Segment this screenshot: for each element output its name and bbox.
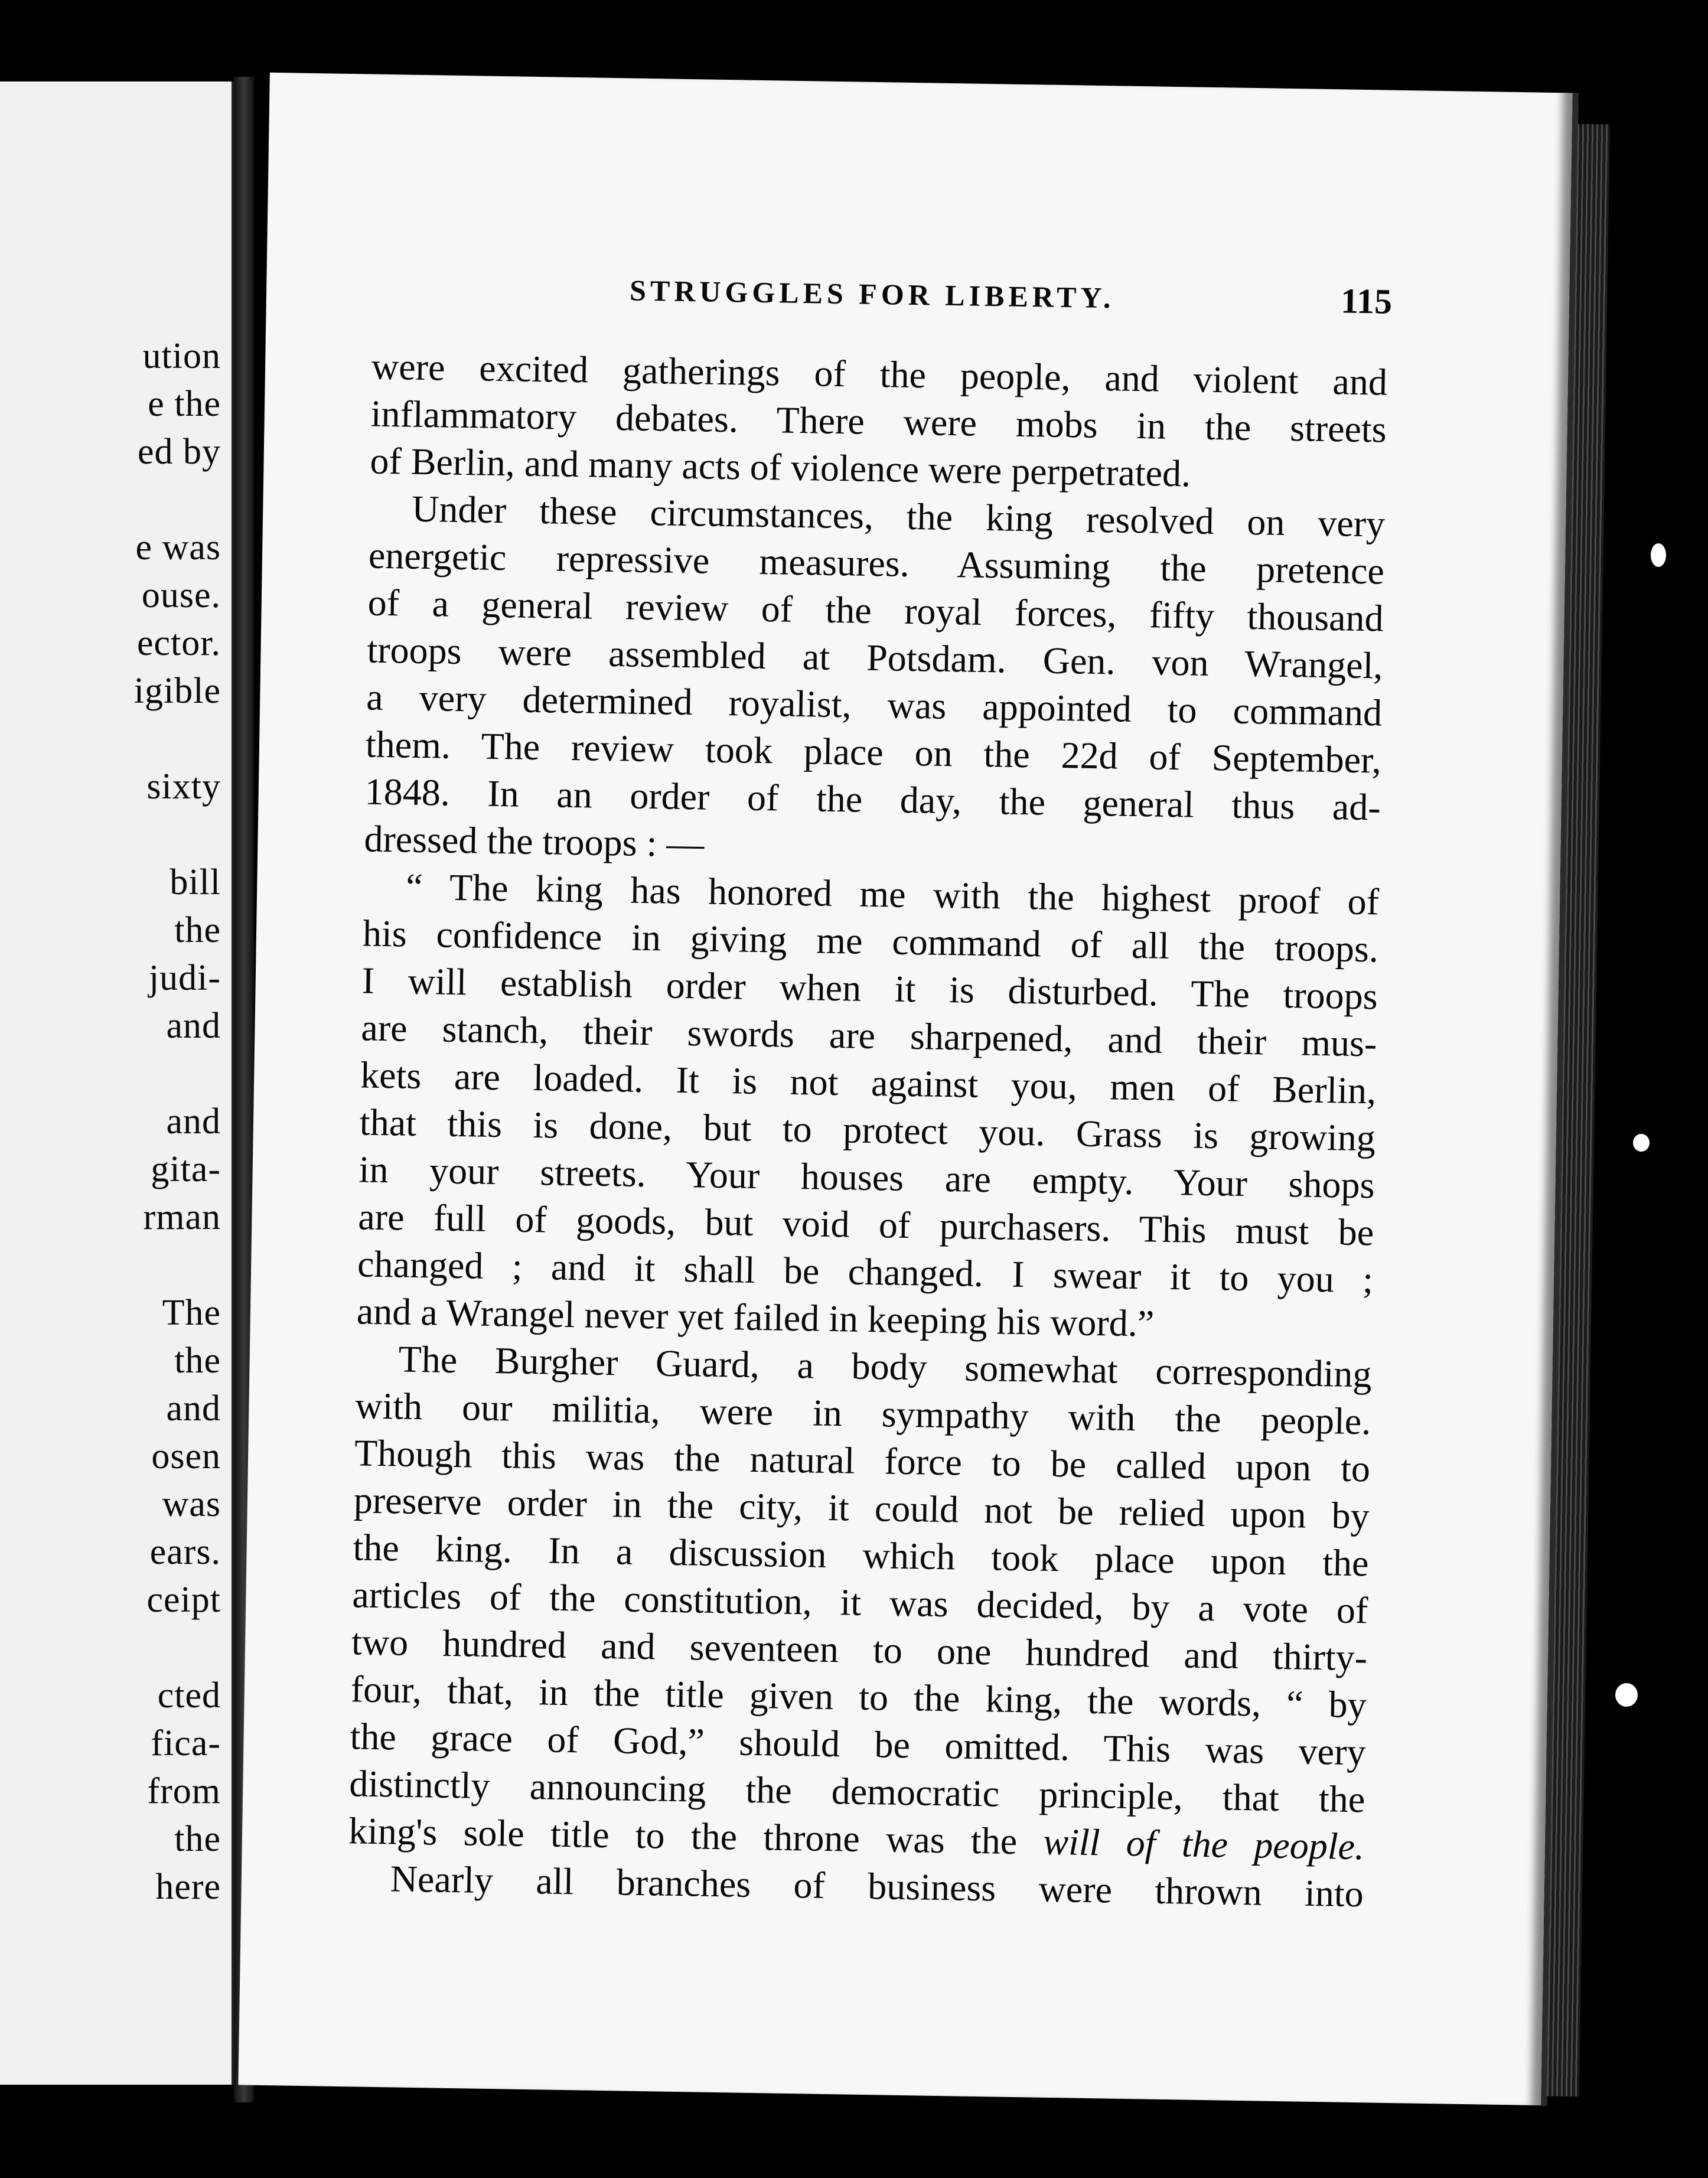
- text-line: distinctly announcing the democratic principle, that the: [348, 1762, 1365, 1821]
- paper-speck: [1651, 543, 1666, 567]
- text-line: were excited gatherings of the people, and violent and: [371, 345, 1388, 403]
- left-page-fragment: gita-: [151, 1149, 221, 1189]
- quote-line: and a Wrangel never yet failed in keeping his word.”: [356, 1290, 1155, 1345]
- left-page-fragment: bill: [170, 862, 221, 902]
- quote-line: changed ; and it shall be changed. I swear it to you ;: [357, 1243, 1374, 1301]
- left-page-fragment: and: [166, 1101, 221, 1142]
- body-text: [347, 343, 1387, 1918]
- text-line: preserve order in the city, it could not be relied upon by: [353, 1479, 1370, 1537]
- left-page-fragment: e was: [135, 527, 221, 568]
- left-page-fragment: judi-: [148, 958, 221, 998]
- text-line: two hundred and seventeen to one hundred and thirty-: [351, 1621, 1368, 1679]
- paper-speck: [1615, 1683, 1638, 1707]
- text-line: the king. In a discussion which took place upon the: [353, 1526, 1370, 1584]
- text-line: troops were assembled at Potsdam. Gen. von Wrangel,: [367, 628, 1383, 687]
- left-page-fragment: the: [174, 910, 221, 950]
- left-page-fragment: sixty: [146, 767, 221, 807]
- page-number: 115: [1340, 281, 1393, 321]
- left-page-fragment: ector.: [137, 623, 221, 663]
- left-page-fragment: igible: [133, 671, 221, 711]
- left-page-fragment: fica-: [151, 1723, 221, 1763]
- left-page-fragment: ouse.: [141, 575, 221, 615]
- text-line: The Burgher Guard, a body somewhat corresponding: [398, 1338, 1373, 1396]
- left-page-fragment: here: [155, 1867, 221, 1907]
- quote-line: that this is done, but to protect you. Grass is growing: [359, 1101, 1376, 1159]
- text-line: articles of the constitution, it was decided, by a vote of: [351, 1573, 1368, 1632]
- text-line: energetic repressive measures. Assuming the pretence: [368, 534, 1385, 592]
- left-page-fragment: ed by: [137, 432, 221, 472]
- quote-line: are full of goods, but void of purchasers. This must be: [357, 1195, 1374, 1254]
- text-line: Nearly all branches of business were thrown into: [390, 1857, 1364, 1915]
- text-line: Under these circumstances, the king resolved on very: [411, 487, 1386, 545]
- text-line: with our militia, were in sympathy with the people.: [354, 1384, 1371, 1443]
- left-page-fragment: rman: [143, 1197, 221, 1237]
- text-span: king's sole title to the throne was the: [348, 1809, 1018, 1863]
- left-page: [0, 81, 234, 2085]
- left-page-fragment: ceipt: [146, 1580, 221, 1620]
- quote-line: his confidence in giving me command of all the troops.: [362, 912, 1379, 970]
- quote-line: are stanch, their swords are sharpened, and their mus-: [360, 1006, 1377, 1065]
- left-page-fragment: from: [147, 1771, 221, 1811]
- left-page-fragment: the: [174, 1341, 221, 1381]
- text-line: of Berlin, and many acts of violence were perpetrated.: [370, 439, 1191, 495]
- text-line: Though this was the natural force to be called upon to: [354, 1432, 1371, 1490]
- left-page-fragment: was: [162, 1484, 221, 1524]
- paper-speck: [1633, 1134, 1650, 1152]
- page-header: [266, 268, 1569, 335]
- quote-line: “ The king has honored me with the highest proof of: [405, 865, 1380, 923]
- quote-line: I will establish order when it is disturbed. The troops: [361, 959, 1378, 1018]
- text-line: inflammatory debates. There were mobs in the streets: [370, 392, 1387, 451]
- text-line: them. The review took place on the 22d of September,: [365, 723, 1382, 781]
- left-page-fragment: the: [174, 1819, 221, 1859]
- text-line: 1848. In an order of the day, the general thus ad-: [364, 770, 1381, 829]
- italic-emphasis: will of the people.: [1042, 1820, 1365, 1868]
- quote-line: in your streets. Your houses are empty. Your shops: [358, 1148, 1375, 1207]
- running-head: STRUGGLES FOR LIBERTY.: [629, 273, 1115, 315]
- quote-line: kets are loaded. It is not against you, men of Berlin,: [360, 1054, 1377, 1112]
- text-line: dressed the troops : —: [363, 817, 705, 865]
- left-page-fragment: and: [166, 1006, 221, 1046]
- book-page: [238, 73, 1578, 2105]
- text-line: four, that, in the title given to the king, the words, “ by: [350, 1668, 1367, 1726]
- left-page-fragment: osen: [151, 1436, 221, 1476]
- text-line: the grace of God,” should be omitted. This was very: [350, 1715, 1367, 1773]
- text-line: a very determined royalist, was appointed to command: [366, 676, 1383, 734]
- left-page-fragment: The: [162, 1293, 221, 1333]
- left-page-fragment: e the: [148, 384, 221, 424]
- text-line: of a general review of the royal forces, fifty thousand: [367, 581, 1384, 640]
- left-page-fragment: ears.: [149, 1532, 221, 1572]
- left-page-fragment: cted: [157, 1675, 221, 1716]
- left-page-fragment: ution: [142, 336, 221, 376]
- left-page-fragment: and: [166, 1388, 221, 1429]
